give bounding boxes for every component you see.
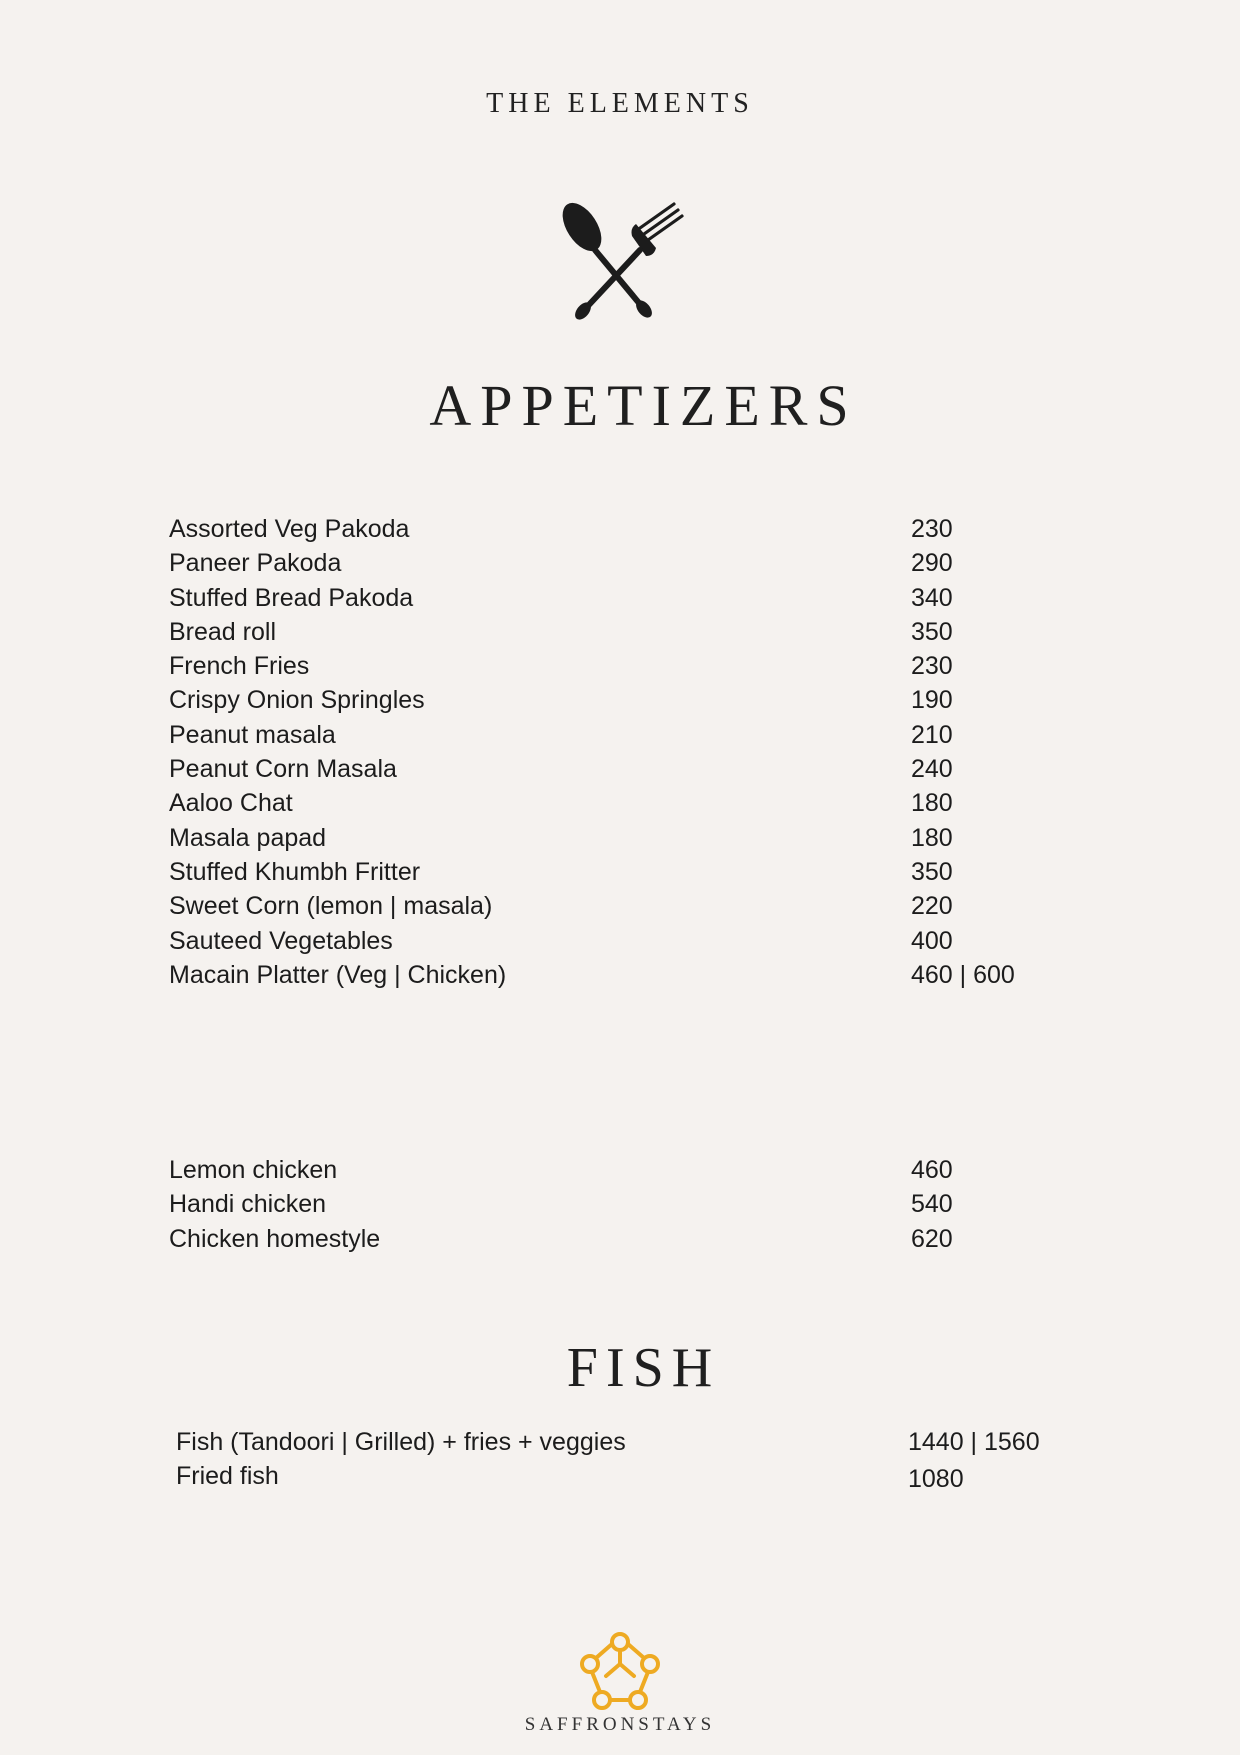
item-name: Fish (Tandoori | Grilled) + fries + veggies: [176, 1428, 626, 1456]
item-price: 290: [911, 549, 953, 578]
menu-item: [169, 786, 1069, 820]
item-price: 1440 | 1560: [908, 1428, 1040, 1456]
item-price: 340: [911, 583, 953, 612]
item-name: Stuffed Bread Pakoda: [169, 583, 414, 612]
menu-item: [169, 718, 1069, 752]
menu-item: [169, 958, 1069, 992]
item-price: 1080: [908, 1465, 964, 1493]
item-name: Masala papad: [169, 823, 327, 852]
item-name: Assorted Veg Pakoda: [169, 515, 410, 543]
item-price: 240: [911, 755, 953, 784]
item-price: 210: [911, 720, 953, 749]
menu-item: [169, 855, 1069, 889]
item-name: Handi chicken: [169, 1190, 327, 1219]
menu-item: [169, 615, 1069, 649]
item-price: 230: [911, 515, 953, 543]
saffronstays-logo-icon: [576, 1630, 664, 1714]
fish-list: [176, 1425, 1076, 1493]
item-name: Peanut masala: [169, 720, 336, 749]
item-name: Bread roll: [169, 617, 276, 646]
menu-item: [169, 1187, 1069, 1221]
menu-item: [169, 1222, 1069, 1256]
item-name: Paneer Pakoda: [169, 549, 342, 578]
menu-item: [169, 546, 1069, 580]
menu-item: [169, 512, 1069, 546]
menu-item: [169, 889, 1069, 923]
item-price: 350: [911, 617, 953, 646]
item-price: 620: [911, 1224, 953, 1253]
item-name: Lemon chicken: [169, 1156, 338, 1184]
item-name: Aaloo Chat: [169, 789, 293, 818]
item-price: 540: [911, 1190, 953, 1219]
item-name: Fried fish: [176, 1462, 279, 1490]
restaurant-name: THE ELEMENTS: [486, 88, 754, 119]
item-price: 220: [911, 892, 953, 921]
menu-item: [176, 1459, 1076, 1493]
item-name: Sauteed Vegetables: [169, 926, 393, 955]
item-name: Crispy Onion Springles: [169, 686, 425, 715]
menu-item: [169, 821, 1069, 855]
footer-brand: SAFFRONSTAYS: [524, 1714, 716, 1735]
menu-item: [169, 683, 1069, 717]
item-name: Chicken homestyle: [169, 1224, 381, 1253]
menu-item: [169, 1153, 1069, 1187]
menu-item: [169, 924, 1069, 958]
item-price: 230: [911, 652, 953, 681]
item-price: 460: [911, 1156, 953, 1184]
menu-item: [169, 649, 1069, 683]
appetizers-heading: APPETIZERS: [429, 373, 858, 438]
menu-item: [169, 581, 1069, 615]
appetizers-list: [169, 512, 1069, 992]
item-name: Sweet Corn (lemon | masala): [169, 892, 493, 921]
fish-heading: FISH: [566, 1337, 721, 1399]
item-price: 460 | 600: [911, 960, 1015, 989]
chicken-list: [169, 1153, 1069, 1256]
spoon-fork-icon: [556, 198, 686, 322]
item-name: French Fries: [169, 652, 310, 681]
item-price: 350: [911, 857, 953, 886]
item-name: Macain Platter (Veg | Chicken): [169, 960, 507, 989]
menu-item: [169, 752, 1069, 786]
item-price: 190: [911, 686, 953, 715]
item-price: 180: [911, 823, 953, 852]
item-name: Peanut Corn Masala: [169, 755, 397, 784]
item-name: Stuffed Khumbh Fritter: [169, 857, 421, 886]
item-price: 400: [911, 926, 953, 955]
item-price: 180: [911, 789, 953, 818]
menu-item: [176, 1425, 1076, 1459]
